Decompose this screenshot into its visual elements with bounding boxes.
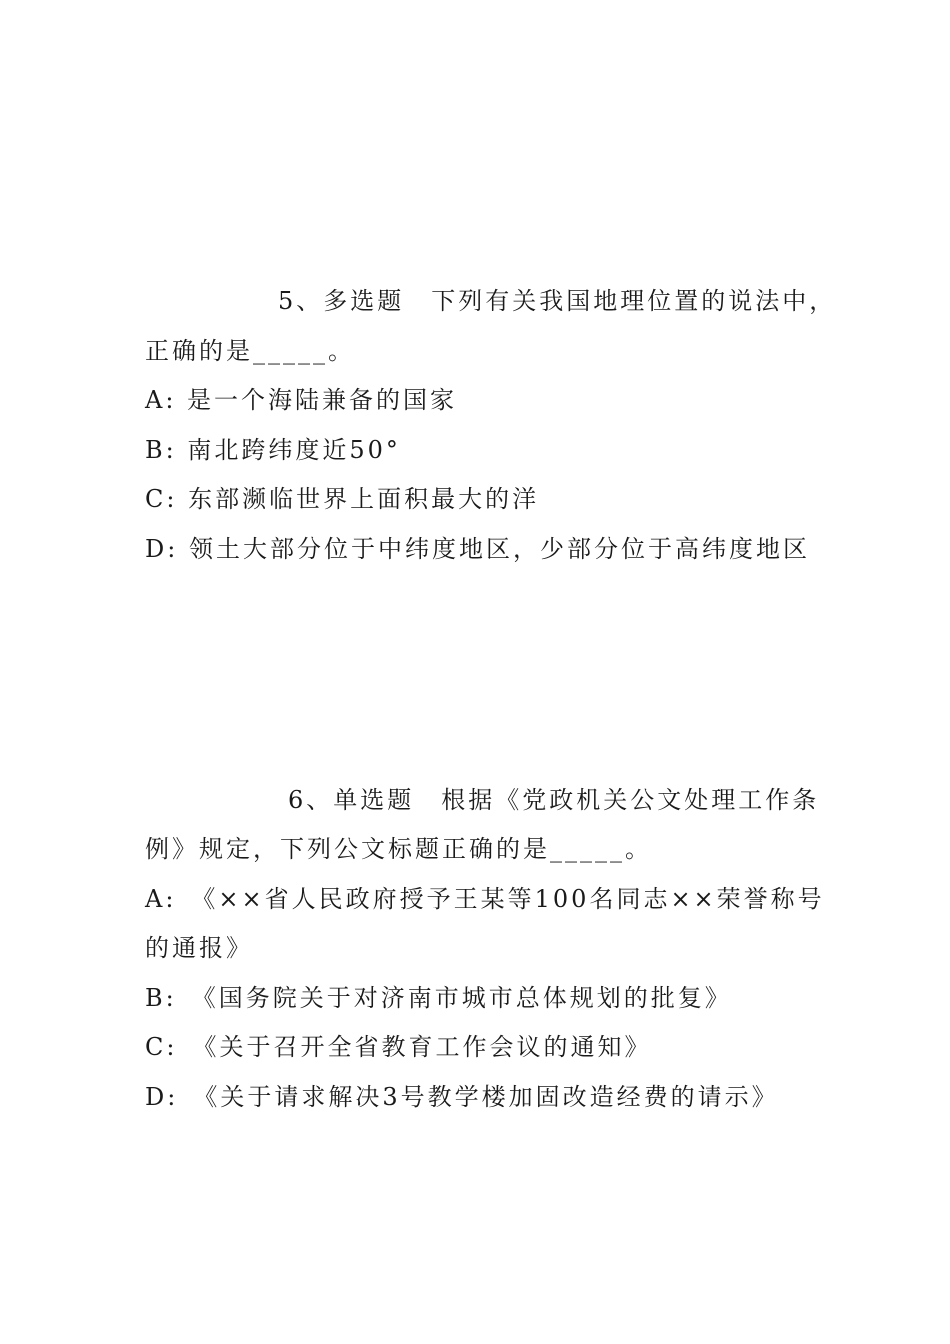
question-6-option-c: C: 《关于召开全省教育工作会议的通知》: [145, 1033, 652, 1061]
question-5-option-a: A: 是一个海陆兼备的国家: [145, 386, 458, 414]
question-6-option-a-cont: 的通报》: [145, 934, 253, 962]
question-5-stem-cont: 正确的是_____。: [145, 337, 355, 365]
question-5-option-b: B: 南北跨纬度近50°: [145, 436, 401, 464]
question-5-option-d: D: 领土大部分位于中纬度地区，少部分位于高纬度地区: [145, 535, 810, 563]
question-6-option-d: D: 《关于请求解决3号教学楼加固改造经费的请示》: [145, 1083, 779, 1111]
question-6-option-b: B: 《国务院关于对济南市城市总体规划的批复》: [145, 984, 732, 1012]
question-5-option-c: C: 东部濒临世界上面积最大的洋: [145, 485, 540, 513]
question-5-stem: 5、多选题 下列有关我国地理位置的说法中，: [278, 287, 837, 315]
question-6-stem: 6、单选题 根据《党政机关公文处理工作条: [288, 786, 820, 814]
question-6-option-a: A: 《××省人民政府授予王某等100名同志××荣誉称号: [145, 885, 825, 913]
question-6-stem-cont: 例》规定，下列公文标题正确的是_____。: [145, 835, 652, 863]
